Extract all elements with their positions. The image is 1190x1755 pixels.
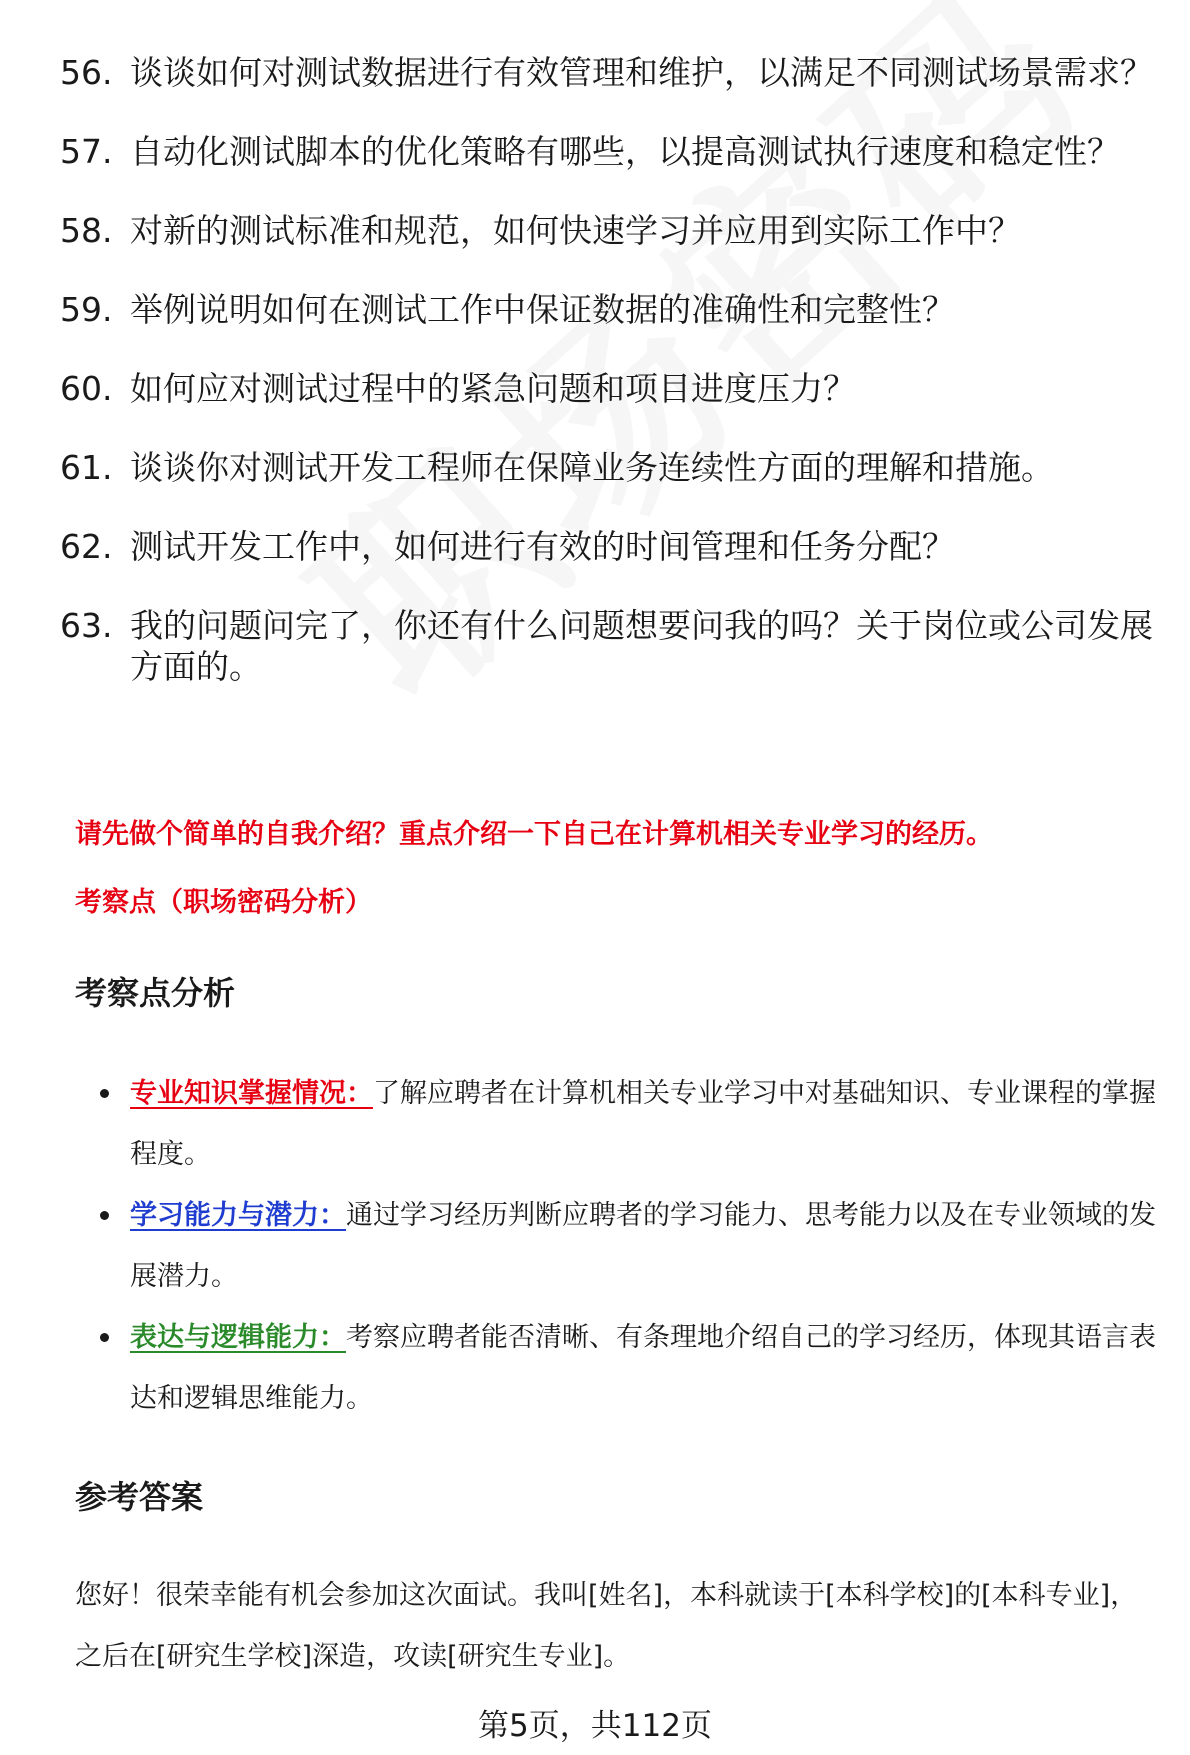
question-number: 57. — [60, 132, 113, 171]
bullet-icon — [100, 1333, 109, 1342]
question-text: 谈谈如何对测试数据进行有效管理和维护，以满足不同测试场景需求？ — [130, 53, 1153, 92]
analysis-item — [100, 1063, 1160, 1185]
question-number: 63. — [60, 606, 113, 645]
analysis-item — [100, 1185, 1160, 1307]
question-item — [60, 52, 1160, 93]
question-item — [60, 131, 1160, 172]
question-text: 我的问题问完了，你还有什么问题想要问我的吗？关于岗位或公司发展方面的。 — [130, 606, 1153, 686]
bullet-icon — [100, 1211, 109, 1220]
analysis-keyword: 专业知识掌握情况： — [130, 1078, 373, 1109]
analysis-keyword: 表达与逻辑能力： — [130, 1322, 346, 1353]
analysis-text: 通过学习经历判断应聘者的学习能力、思考能力以及在专业领域的发展潜力。 — [130, 1200, 1156, 1292]
question-text: 谈谈你对测试开发工程师在保障业务连续性方面的理解和措施。 — [130, 448, 1054, 487]
question-list — [60, 52, 1160, 725]
question-text: 对新的测试标准和规范，如何快速学习并应用到实际工作中？ — [130, 211, 1021, 250]
question-text: 如何应对测试过程中的紧急问题和项目进度压力？ — [130, 369, 856, 408]
question-text: 测试开发工作中，如何进行有效的时间管理和任务分配？ — [130, 527, 955, 566]
question-item — [60, 447, 1160, 488]
exam-point-label: 考察点（职场密码分析） — [75, 887, 372, 918]
question-text: 自动化测试脚本的优化策略有哪些，以提高测试执行速度和稳定性？ — [130, 132, 1120, 171]
analysis-keyword: 学习能力与潜力： — [130, 1200, 346, 1231]
analysis-text: 考察应聘者能否清晰、有条理地介绍自己的学习经历，体现其语言表达和逻辑思维能力。 — [130, 1322, 1156, 1414]
question-item — [60, 289, 1160, 330]
question-number: 56. — [60, 53, 113, 92]
analysis-item — [100, 1307, 1160, 1429]
question-item — [60, 526, 1160, 567]
question-item — [60, 210, 1160, 251]
question-number: 58. — [60, 211, 113, 250]
answer-text: 您好！很荣幸能有机会参加这次面试。我叫[姓名]，本科就读于[本科学校]的[本科专业]，之后在[研究生学校]深造，攻读[研究生专业]。 — [75, 1580, 1138, 1672]
question-number: 61. — [60, 448, 113, 487]
analysis-heading: 考察点分析 — [75, 974, 236, 1012]
question-item — [60, 605, 1160, 687]
bullet-icon — [100, 1089, 109, 1098]
answer-heading: 参考答案 — [75, 1478, 204, 1516]
interview-question-heading: 请先做个简单的自我介绍？重点介绍一下自己在计算机相关专业学习的经历。 — [75, 819, 993, 850]
question-item — [60, 368, 1160, 409]
page-footer: 第5页，共112页 — [478, 1708, 712, 1744]
analysis-list — [100, 1063, 1160, 1429]
analysis-text: 了解应聘者在计算机相关专业学习中对基础知识、专业课程的掌握程度。 — [130, 1078, 1156, 1170]
question-number: 62. — [60, 527, 113, 566]
question-number: 59. — [60, 290, 113, 329]
question-text: 举例说明如何在测试工作中保证数据的准确性和完整性？ — [130, 290, 955, 329]
question-number: 60. — [60, 369, 113, 408]
